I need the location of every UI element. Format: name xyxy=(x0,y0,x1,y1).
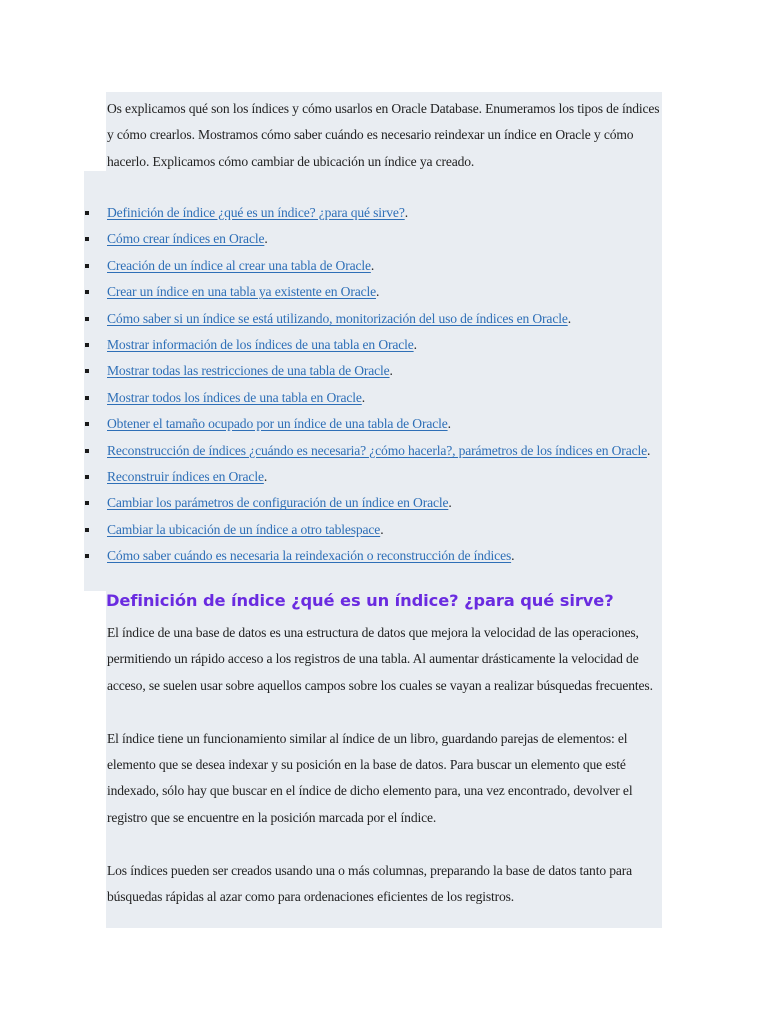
toc-item xyxy=(84,306,662,332)
toc-item xyxy=(84,411,662,437)
toc-punct: . xyxy=(511,548,515,564)
body-paragraph: El índice de una base de datos es una estructura de datos que mejora la velocidad de las operaciones, permitiendo un rápido acceso a los registros de una tabla. Al aumentar drásticamente la velocidad de acceso, se suelen usar sobre aquellos campos sobre los cuales se vayan a realizar búsquedas frecuentes. xyxy=(107,625,653,693)
toc-link[interactable]: Crear un índice en una tabla ya existente en Oracle xyxy=(107,284,377,300)
toc-link[interactable]: Mostrar todos los índices de una tabla en Oracle xyxy=(107,389,362,405)
table-of-contents xyxy=(84,200,662,570)
toc-punct: . xyxy=(380,521,384,537)
toc-item xyxy=(84,490,662,516)
toc-punct: . xyxy=(404,205,408,220)
bullet-icon xyxy=(85,528,89,532)
toc-item xyxy=(84,464,662,490)
toc-item xyxy=(84,385,662,411)
bullet-icon xyxy=(85,396,89,400)
section-heading: Definición de índice ¿qué es un índice? ¿para qué sirve? xyxy=(106,591,614,610)
toc-link[interactable]: Obtener el tamaño ocupado por un índice de una tabla de Oracle xyxy=(107,416,448,432)
toc-punct: . xyxy=(376,284,380,300)
toc-link[interactable]: Creación de un índice al crear una tabla de Oracle xyxy=(107,257,371,273)
toc-punct: . xyxy=(646,442,651,458)
toc-punct: . xyxy=(448,495,452,511)
toc-item xyxy=(84,543,662,569)
bullet-icon xyxy=(85,369,89,373)
toc-item xyxy=(84,253,662,279)
toc-punct: . xyxy=(567,310,571,326)
toc-item xyxy=(84,226,662,252)
bullet-icon xyxy=(85,475,89,479)
toc-link[interactable]: Definición de índice ¿qué es un índice? ¿para qué sirve? xyxy=(107,205,405,220)
body-paragraph: Los índices pueden ser creados usando una o más columnas, preparando la base de datos tanto para búsquedas rápidas al azar como para ordenaciones eficientes de los registros. xyxy=(107,862,633,905)
toc-link[interactable]: Mostrar información de los índices de una tabla en Oracle xyxy=(107,337,414,353)
toc-link[interactable]: Cómo saber si un índice se está utilizando, monitorización del uso de índices en Oracle xyxy=(107,310,568,326)
toc-punct: . xyxy=(264,231,268,247)
toc-item xyxy=(84,279,662,305)
toc-link[interactable]: Cambiar los parámetros de configuración de un índice en Oracle xyxy=(107,495,449,511)
bullet-icon xyxy=(85,317,89,321)
toc-punct: . xyxy=(447,416,451,432)
toc-link[interactable]: Reconstruir índices en Oracle xyxy=(107,469,264,485)
bullet-icon xyxy=(85,449,89,453)
toc-item xyxy=(84,332,662,358)
toc-link[interactable]: Reconstrucción de índices ¿cuándo es necesaria? ¿cómo hacerla?, parámetros de los índices en Oracle xyxy=(107,442,647,458)
bullet-icon xyxy=(85,211,89,215)
bullet-icon xyxy=(85,343,89,347)
toc-item xyxy=(84,358,662,384)
toc-item xyxy=(84,200,662,226)
bullet-icon xyxy=(85,554,89,558)
bullet-icon xyxy=(85,237,89,241)
toc-link[interactable]: Cambiar la ubicación de un índice a otro tablespace xyxy=(107,521,381,537)
bullet-icon xyxy=(85,422,89,426)
toc-link[interactable]: Cómo crear índices en Oracle xyxy=(107,231,265,247)
body-paragraph: El índice tiene un funcionamiento similar al índice de un libro, guardando parejas de elementos: el elemento que se desea indexar y su posición en la base de datos. Para buscar un elemento que esté indexado, sólo hay que buscar en el índice de dicho elemento para, una vez encontrado, devolver el registro que se encuentre en la posición marcada por el índice. xyxy=(107,730,633,825)
bullet-icon xyxy=(85,290,89,294)
toc-link[interactable]: Mostrar todas las restricciones de una tabla de Oracle xyxy=(107,363,390,379)
bullet-icon xyxy=(85,264,89,268)
toc-punct: . xyxy=(361,389,366,405)
toc-punct: . xyxy=(389,363,393,379)
toc-item xyxy=(84,438,662,464)
toc-item xyxy=(84,517,662,543)
toc-punct: . xyxy=(263,469,268,485)
section-body xyxy=(107,620,663,937)
toc-punct: . xyxy=(370,257,375,273)
toc-link[interactable]: Cómo saber cuándo es necesaria la reindexación o reconstrucción de índices xyxy=(107,548,512,564)
intro-paragraph: Os explicamos qué son los índices y cómo usarlos en Oracle Database. Enumeramos los tipos de índices y cómo crearlos. Mostramos cómo saber cuándo es necesario reindexar un índice en Oracle y cómo hacerlo. Explicamos cómo cambiar de ubicación un índice ya creado. xyxy=(107,101,660,169)
toc-punct: . xyxy=(413,337,417,353)
bullet-icon xyxy=(85,501,89,505)
